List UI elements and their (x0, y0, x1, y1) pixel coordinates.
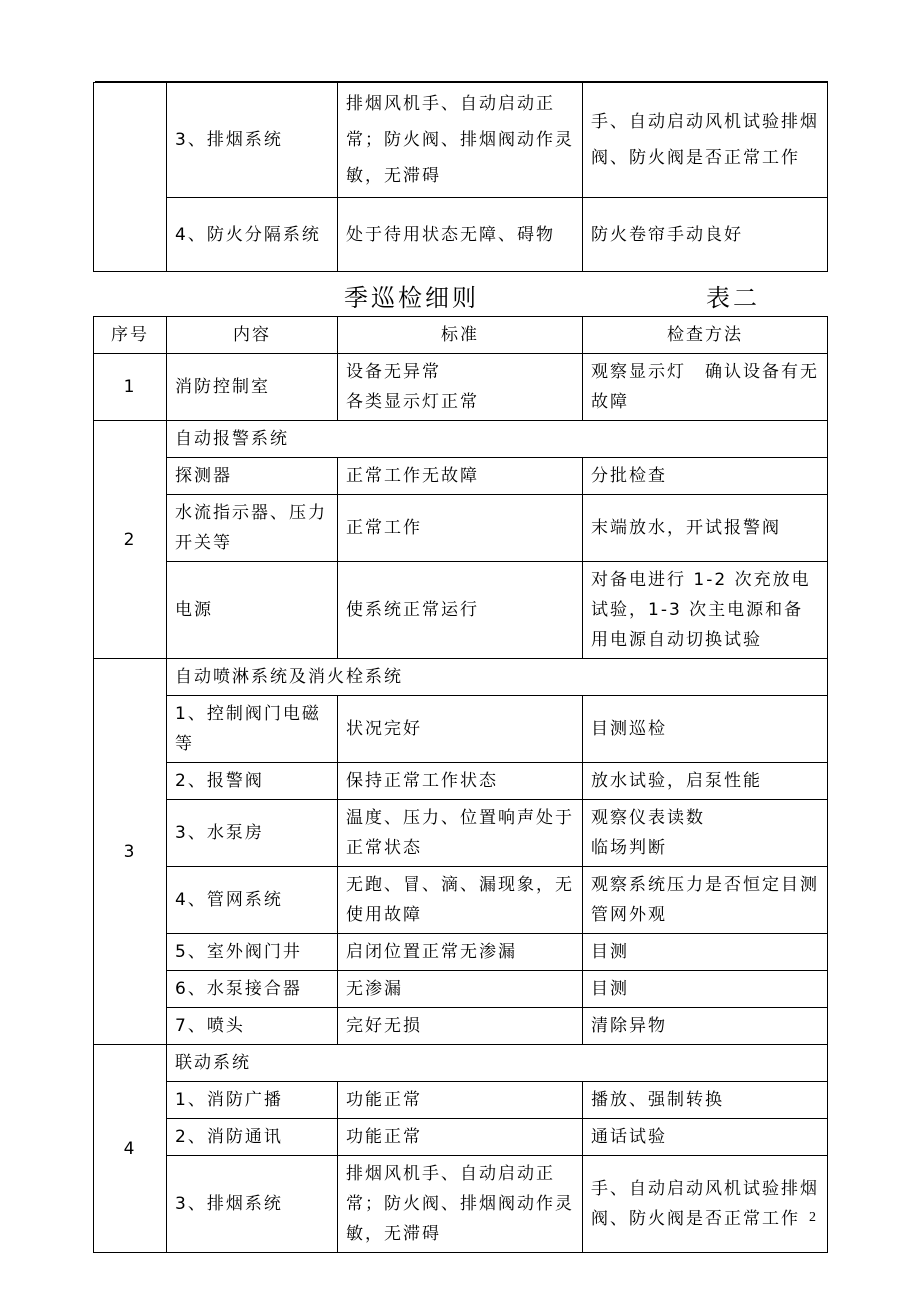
table-row (94, 696, 828, 763)
group-title-row (94, 421, 828, 458)
table-row (94, 1082, 828, 1119)
group-title: 自动喷淋系统及消火栓系统 (167, 659, 828, 696)
header-method: 检查方法 (583, 317, 828, 354)
method-cell: 放水试验，启泵性能 (583, 763, 828, 800)
standard-cell: 功能正常 (338, 1119, 583, 1156)
table-row (94, 1156, 828, 1253)
content-cell: 水流指示器、压力开关等 (167, 495, 338, 562)
header-standard: 标准 (338, 317, 583, 354)
table-row (94, 354, 828, 421)
content-cell: 3、水泵房 (167, 800, 338, 867)
standard-cell: 无跑、冒、滴、漏现象，无使用故障 (338, 867, 583, 934)
table-row (94, 934, 828, 971)
header-content: 内容 (167, 317, 338, 354)
group-title-row (94, 659, 828, 696)
number-cell (94, 83, 167, 272)
group-title-row (94, 1045, 828, 1082)
table-row (94, 198, 828, 272)
inspection-table (93, 316, 828, 1253)
standard-cell: 保持正常工作状态 (338, 763, 583, 800)
content-cell: 6、水泵接合器 (167, 971, 338, 1008)
method-cell: 观察显示灯 确认设备有无故障 (583, 354, 828, 421)
content-cell: 5、室外阀门井 (167, 934, 338, 971)
standard-cell: 处于待用状态无障、碍物 (338, 198, 583, 272)
table-row (94, 763, 828, 800)
group-title: 联动系统 (167, 1045, 828, 1082)
number-cell: 3 (94, 659, 167, 1045)
content-cell: 1、消防广播 (167, 1082, 338, 1119)
content-cell: 7、喷头 (167, 1008, 338, 1045)
number-cell: 4 (94, 1045, 167, 1253)
table-row (94, 1008, 828, 1045)
standard-cell: 启闭位置正常无渗漏 (338, 934, 583, 971)
content-cell: 1、控制阀门电磁等 (167, 696, 338, 763)
standard-cell: 正常工作 (338, 495, 583, 562)
content-cell: 4、管网系统 (167, 867, 338, 934)
method-cell: 通话试验 (583, 1119, 828, 1156)
content-cell: 2、消防通讯 (167, 1119, 338, 1156)
table-row (94, 458, 828, 495)
content-cell: 3、排烟系统 (167, 83, 338, 198)
standard-cell: 排烟风机手、自动启动正常；防火阀、排烟阀动作灵敏，无滞碍 (338, 1156, 583, 1253)
continued-table (93, 82, 828, 272)
method-cell: 观察系统压力是否恒定目测管网外观 (583, 867, 828, 934)
table-row (94, 1119, 828, 1156)
standard-cell: 完好无损 (338, 1008, 583, 1045)
table-row (94, 495, 828, 562)
method-cell: 手、自动启动风机试验排烟阀、防火阀是否正常工作 (583, 83, 828, 198)
method-cell: 目测 (583, 971, 828, 1008)
method-cell: 目测巡检 (583, 696, 828, 763)
header-row (94, 317, 828, 354)
table-row (94, 971, 828, 1008)
page-number: 2 (809, 1210, 816, 1225)
method-cell: 分批检查 (583, 458, 828, 495)
number-cell: 1 (94, 354, 167, 421)
standard-cell: 温度、压力、位置响声处于正常状态 (338, 800, 583, 867)
table-row (94, 867, 828, 934)
content-cell: 电源 (167, 562, 338, 659)
section-title-bar (0, 276, 920, 312)
method-cell: 观察仪表读数 临场判断 (583, 800, 828, 867)
table-row (94, 83, 828, 198)
method-cell: 手、自动启动风机试验排烟阀、防火阀是否正常工作 (583, 1156, 828, 1253)
content-cell: 2、报警阀 (167, 763, 338, 800)
number-cell: 2 (94, 421, 167, 659)
section-title: 季巡检细则 (344, 284, 479, 312)
table-row (94, 562, 828, 659)
method-cell: 目测 (583, 934, 828, 971)
standard-cell: 排烟风机手、自动启动正常；防火阀、排烟阀动作灵敏，无滞碍 (338, 83, 583, 198)
method-cell: 播放、强制转换 (583, 1082, 828, 1119)
standard-cell: 使系统正常运行 (338, 562, 583, 659)
content-cell: 消防控制室 (167, 354, 338, 421)
group-title: 自动报警系统 (167, 421, 828, 458)
content-cell: 探测器 (167, 458, 338, 495)
content-cell: 4、防火分隔系统 (167, 198, 338, 272)
content-cell: 3、排烟系统 (167, 1156, 338, 1253)
method-cell: 清除异物 (583, 1008, 828, 1045)
method-cell: 防火卷帘手动良好 (583, 198, 828, 272)
standard-cell: 正常工作无故障 (338, 458, 583, 495)
standard-cell: 状况完好 (338, 696, 583, 763)
table-label: 表二 (706, 284, 760, 312)
standard-cell: 功能正常 (338, 1082, 583, 1119)
standard-cell: 无渗漏 (338, 971, 583, 1008)
method-cell: 对备电进行 1-2 次充放电试验，1-3 次主电源和备用电源自动切换试验 (583, 562, 828, 659)
standard-cell: 设备无异常 各类显示灯正常 (338, 354, 583, 421)
table-row (94, 800, 828, 867)
header-number: 序号 (94, 317, 167, 354)
method-cell: 末端放水，开试报警阀 (583, 495, 828, 562)
